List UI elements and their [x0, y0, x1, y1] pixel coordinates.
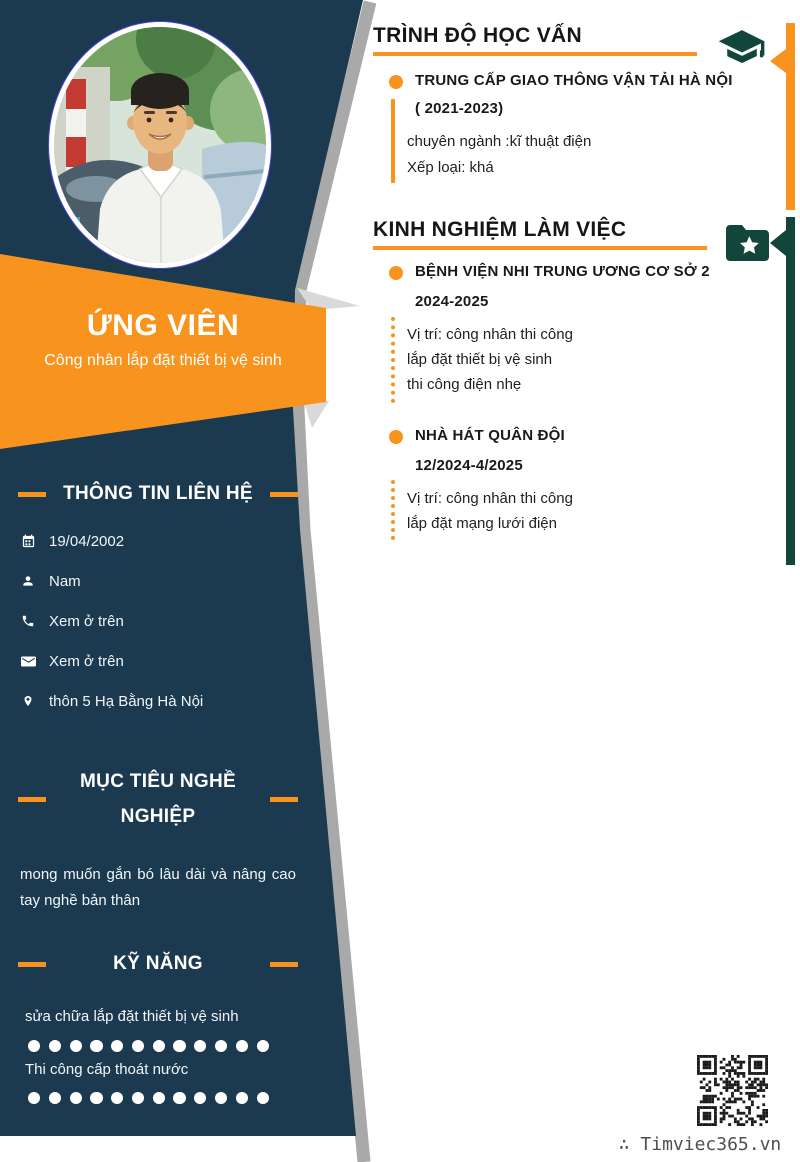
skills-heading-label: KỸ NĂNG — [113, 953, 203, 974]
contact-row-gender — [20, 571, 81, 591]
skill-level-dots — [28, 1040, 269, 1052]
contact-row-phone — [20, 611, 124, 631]
education-entry-title: TRUNG CẤP GIAO THÔNG VẬN TẢI HÀ NỘI — [415, 72, 733, 89]
skill-label: sửa chữa lắp đặt thiết bị vệ sinh — [25, 1008, 239, 1025]
entry-bullet — [389, 266, 403, 280]
experience-detail: Vị trí: công nhân thi công — [407, 490, 573, 507]
calendar-icon — [20, 534, 36, 549]
education-detail: chuyên ngành :kĩ thuật điện — [407, 133, 592, 150]
contact-text: Xem ở trên — [49, 612, 124, 630]
skill-level-dots — [28, 1092, 269, 1104]
contact-section-heading — [18, 483, 298, 505]
accent-arrow — [770, 49, 786, 73]
contact-row-address — [20, 691, 203, 711]
heading-underline — [373, 246, 707, 250]
dash-accent — [18, 492, 46, 497]
experience-entry-title: BỆNH VIỆN NHI TRUNG ƯƠNG CƠ SỞ 2 — [415, 263, 710, 280]
experience-detail: Vị trí: công nhân thi công — [407, 326, 573, 343]
contact-text: Nam — [49, 572, 81, 590]
experience-detail: lắp đặt thiết bị vệ sinh — [407, 351, 553, 368]
entry-bullet — [389, 75, 403, 89]
experience-entry-period: 2024-2025 — [415, 293, 489, 310]
graduation-cap-icon — [716, 28, 768, 66]
dash-accent — [270, 492, 298, 497]
experience-detail: lắp đặt mạng lưới điện — [407, 515, 557, 532]
accent-bar-education — [786, 23, 795, 210]
folder-star-icon — [722, 221, 772, 263]
person-icon — [20, 574, 36, 588]
education-heading: TRÌNH ĐỘ HỌC VẤN — [373, 24, 582, 47]
contact-text: thôn 5 Hạ Bằng Hà Nội — [49, 692, 204, 710]
education-entry-period: ( 2021-2023) — [415, 100, 504, 117]
envelope-icon — [20, 655, 36, 668]
candidate-role: Công nhân lắp đặt thiết bị vệ sinh — [44, 352, 282, 369]
entry-dotted-line — [391, 317, 395, 403]
skills-section-heading — [18, 953, 298, 975]
objective-heading-label: MỤC TIÊU NGHỀ NGHIỆP — [80, 771, 236, 827]
contact-heading-label: THÔNG TIN LIÊN HỆ — [63, 483, 253, 504]
profile-photo — [49, 22, 271, 268]
contact-text: 19/04/2002 — [49, 532, 125, 550]
experience-detail: thi công điện nhẹ — [407, 376, 522, 393]
entry-line — [391, 99, 395, 183]
entry-dotted-line — [391, 480, 395, 540]
candidate-name: ỨNG VIÊN — [86, 309, 240, 342]
accent-bar-experience — [786, 217, 795, 565]
experience-heading: KINH NGHIỆM LÀM VIỆC — [373, 218, 627, 241]
location-icon — [20, 693, 36, 709]
experience-entry-period: 12/2024-4/2025 — [415, 457, 523, 474]
dash-accent — [270, 962, 298, 967]
contact-row-email — [20, 651, 124, 671]
objective-section-heading — [18, 764, 298, 834]
phone-icon — [20, 614, 36, 628]
education-detail: Xếp loại: khá — [407, 159, 494, 176]
dash-accent — [18, 797, 46, 802]
heading-underline — [373, 52, 697, 56]
objective-text: mong muốn gắn bó lâu dài và nâng cao tay nghề bản thân — [20, 866, 296, 909]
accent-arrow — [770, 230, 786, 256]
qr-code — [697, 1055, 768, 1126]
brand-footer: ∴ Timviec365.vn — [618, 1134, 782, 1155]
entry-bullet — [389, 430, 403, 444]
dash-accent — [18, 962, 46, 967]
dash-accent — [270, 797, 298, 802]
skill-label: Thi công cấp thoát nước — [25, 1061, 189, 1078]
experience-entry-title: NHÀ HÁT QUÂN ĐỘI — [415, 427, 565, 444]
contact-text: Xem ở trên — [49, 652, 124, 670]
contact-row-birthday — [20, 531, 124, 551]
